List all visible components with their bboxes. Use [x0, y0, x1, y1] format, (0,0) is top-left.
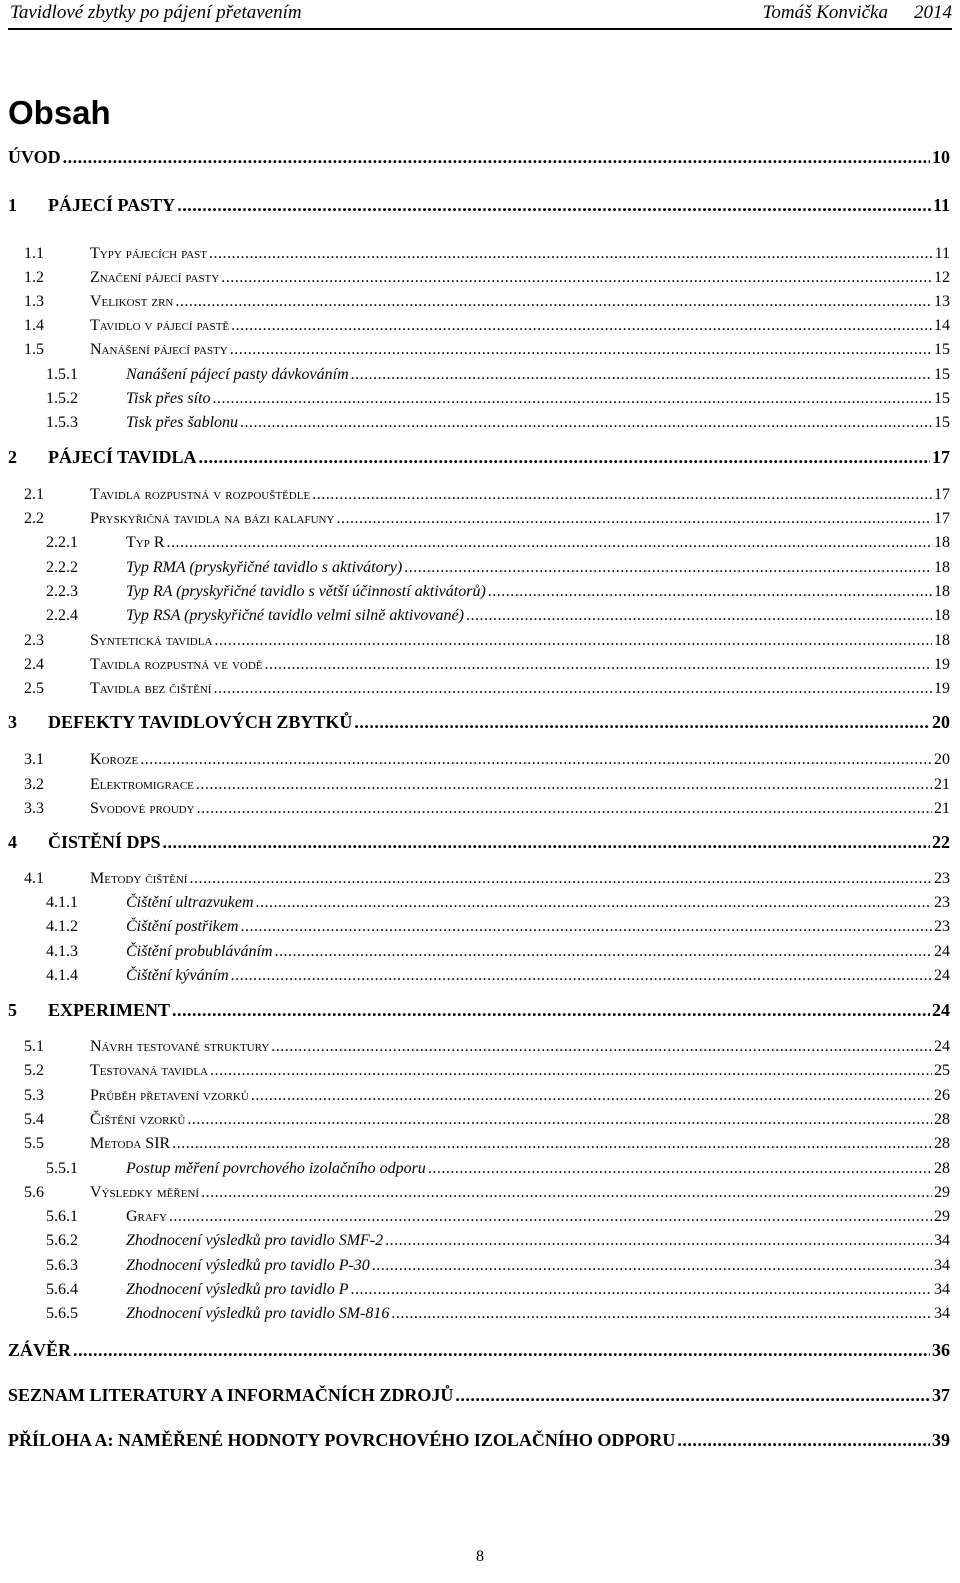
toc-entry-number: 2.2.3 [46, 583, 78, 600]
toc-entry-number: 3.1 [24, 751, 44, 768]
toc-entry-page: 23 [934, 918, 950, 935]
toc-entry[interactable] [8, 245, 950, 263]
toc-entry-label: Zhodnocení výsledků pro tavidlo P [126, 1281, 349, 1298]
toc-entry-page: 24 [934, 1038, 950, 1055]
toc-entry-number: 5.6 [24, 1184, 44, 1201]
toc-entry-label: Tisk přes šablonu [126, 414, 239, 431]
toc-entry-number: 1.5.2 [46, 390, 78, 407]
toc-entry[interactable] [8, 680, 950, 698]
toc-entry-label: Tavidlo v pájecí pastě [90, 317, 230, 334]
running-header [8, 0, 952, 30]
toc-entry-number: 5.2 [24, 1062, 44, 1079]
toc-leader-dots [275, 943, 932, 961]
toc-leader-dots [271, 1038, 932, 1056]
toc-entry-page: 23 [934, 870, 950, 887]
toc-entry-label: Typ RA (pryskyřičné tavidlo s větší účinností aktivátorů) [126, 583, 486, 600]
toc-entry-label: EXPERIMENT [48, 1000, 171, 1020]
toc-leader-dots [140, 751, 932, 769]
toc-entry[interactable] [8, 800, 950, 818]
toc-entry[interactable] [8, 1305, 950, 1323]
toc-leader-dots [488, 583, 932, 601]
toc-entry-label: Tavidla rozpustná v rozpouštědle [90, 486, 311, 503]
toc-entry-number: 5.6.2 [46, 1232, 78, 1249]
toc-entry-page: 18 [934, 583, 950, 600]
toc-entry-label: Svodové proudy [90, 800, 195, 817]
toc-entry[interactable] [8, 632, 950, 650]
toc-entry[interactable] [8, 967, 950, 985]
toc-entry-number: 3 [8, 712, 17, 732]
toc-entry-page: 34 [934, 1305, 950, 1322]
toc-entry-label: ČISTĚNÍ DPS [48, 832, 161, 852]
toc-entry-page: 26 [934, 1087, 950, 1104]
toc-entry-page: 13 [934, 293, 950, 310]
toc-entry-label: Výsledky měření [90, 1184, 200, 1201]
toc-entry-number: 2.2.2 [46, 559, 78, 576]
toc-entry-label: Návrh testované struktury [90, 1038, 270, 1055]
toc-entry[interactable] [8, 1281, 950, 1299]
toc-leader-dots [240, 918, 932, 936]
toc-entry[interactable] [8, 1184, 950, 1202]
toc-entry[interactable] [8, 607, 950, 625]
toc-entry-number: 1.1 [24, 245, 44, 262]
toc-entry-label: Čištění probubláváním [126, 943, 273, 960]
toc-entry-number: 5.6.3 [46, 1257, 78, 1274]
toc-entry-page: 18 [934, 632, 950, 649]
toc-entry-number: 1.3 [24, 293, 44, 310]
toc-entry-number: 1.4 [24, 317, 44, 334]
toc-entry-number: 5 [8, 1000, 17, 1020]
toc-leader-dots [172, 1135, 932, 1153]
toc-leader-dots [197, 800, 932, 818]
toc-entry-number: 2.1 [24, 486, 44, 503]
toc-entry-page: 11 [934, 245, 950, 262]
toc-entry[interactable] [8, 1160, 950, 1178]
toc-entry-label: Čištění vzorků [90, 1111, 186, 1128]
toc-entry-page: 21 [934, 776, 950, 793]
toc-entry-label: ZÁVĚR [8, 1340, 72, 1360]
header-year: 2014 [914, 2, 952, 23]
toc-entry-label: PŘÍLOHA A: NAMĚŘENÉ HODNOTY POVRCHOVÉHO IZOLAČNÍHO ODPORU [8, 1430, 676, 1450]
toc-entry-page: 15 [934, 366, 950, 383]
toc-entry-page: 22 [932, 832, 950, 852]
toc-entry-page: 18 [934, 607, 950, 624]
toc-leader-dots [201, 1184, 932, 1202]
toc-entry-number: 5.4 [24, 1111, 44, 1128]
toc-entry-page: 24 [934, 943, 950, 960]
toc-entry-number: 4.1.1 [46, 894, 78, 911]
toc-entry-page: 34 [934, 1232, 950, 1249]
toc-entry[interactable] [8, 776, 950, 794]
toc-leader-dots [177, 195, 931, 216]
page-number: 8 [476, 1548, 484, 1565]
toc-entry-number: 2.2 [24, 510, 44, 527]
toc-entry-page: 11 [932, 195, 950, 215]
toc-leader-dots [189, 870, 932, 888]
toc-leader-dots [385, 1232, 932, 1250]
toc-entry-label: Metody čištění [90, 870, 188, 887]
toc-entry-page: 29 [934, 1184, 950, 1201]
toc-leader-dots [428, 1160, 932, 1178]
toc-entry-number: 5.1 [24, 1038, 44, 1055]
toc-entry[interactable] [8, 1062, 950, 1080]
toc-entry-page: 19 [934, 680, 950, 697]
toc-entry[interactable] [8, 1430, 950, 1451]
toc-entry-number: 4.1.2 [46, 918, 78, 935]
toc-entry-page: 17 [934, 486, 950, 503]
toc-entry-page: 14 [934, 317, 950, 334]
toc-entry-label: Značení pájecí pasty [90, 269, 220, 286]
toc-entry-page: 17 [932, 447, 950, 467]
toc-entry[interactable] [8, 1208, 950, 1226]
toc-entry[interactable] [8, 751, 950, 769]
toc-entry-page: 17 [934, 510, 950, 527]
toc-entry-label: Velikost zrn [90, 293, 174, 310]
toc-entry-number: 1.5.3 [46, 414, 78, 431]
toc-entry-page: 12 [934, 269, 950, 286]
toc-entry-number: 1.2 [24, 269, 44, 286]
toc-leader-dots [73, 1340, 930, 1361]
toc-leader-dots [187, 1111, 932, 1129]
toc-entry-number: 1 [8, 195, 17, 215]
toc-leader-dots [214, 632, 932, 650]
toc-entry-page: 15 [934, 341, 950, 358]
toc-entry[interactable] [8, 390, 950, 408]
toc-entry[interactable] [8, 894, 950, 912]
toc-entry-page: 34 [934, 1281, 950, 1298]
toc-entry-label: ÚVOD [8, 147, 61, 167]
toc-entry-page: 28 [934, 1111, 950, 1128]
toc-entry-label: Zhodnocení výsledků pro tavidlo SMF-2 [126, 1232, 384, 1249]
toc-entry[interactable] [8, 195, 950, 216]
toc-entry[interactable] [8, 943, 950, 961]
toc-leader-dots [391, 1305, 932, 1323]
toc-entry-page: 36 [932, 1340, 950, 1360]
toc-entry[interactable] [8, 293, 950, 311]
toc-entry-label: Průběh přetavení vzorků [90, 1087, 249, 1104]
toc-entry-page: 39 [932, 1430, 950, 1450]
toc-entry[interactable] [8, 583, 950, 601]
toc-entry-number: 2 [8, 447, 17, 467]
toc-entry-label: Typ RMA (pryskyřičné tavidlo s aktivátory) [126, 559, 403, 576]
toc-entry-label: Nanášení pájecí pasty [90, 341, 228, 358]
toc-leader-dots [231, 317, 932, 335]
toc-entry[interactable] [8, 1385, 950, 1406]
toc-entry-label: Tavidla rozpustná ve vodě [90, 656, 263, 673]
toc-entry-number: 3.2 [24, 776, 44, 793]
toc-entry-label: Čištění ultrazvukem [126, 894, 254, 911]
toc-entry-number: 5.6.5 [46, 1305, 78, 1322]
toc-entry-page: 21 [934, 800, 950, 817]
toc-leader-dots [256, 894, 932, 912]
toc-entry[interactable] [8, 1087, 950, 1105]
toc-entry[interactable] [8, 559, 950, 577]
toc-entry[interactable] [8, 414, 950, 432]
toc-entry-label: Zhodnocení výsledků pro tavidlo SM-816 [126, 1305, 390, 1322]
toc-leader-dots [175, 293, 932, 311]
toc-entry-page: 29 [934, 1208, 950, 1225]
toc-leader-dots [265, 656, 932, 674]
toc-leader-dots [404, 559, 932, 577]
toc-entry-page: 20 [934, 751, 950, 768]
toc-entry[interactable] [8, 366, 950, 384]
toc-leader-dots [196, 776, 932, 794]
toc-leader-dots [677, 1430, 930, 1451]
toc-leader-dots [372, 1257, 932, 1275]
toc-entry-label: PÁJECÍ TAVIDLA [48, 447, 197, 467]
toc-entry-number: 4.1.3 [46, 943, 78, 960]
toc-entry[interactable] [8, 147, 950, 168]
toc-entry-page: 28 [934, 1135, 950, 1152]
toc-entry[interactable] [8, 1000, 950, 1021]
toc-leader-dots [210, 1062, 932, 1080]
toc-leader-dots [212, 390, 932, 408]
toc-entry-label: Koroze [90, 751, 139, 768]
toc-leader-dots [251, 1087, 932, 1105]
toc-entry-page: 23 [934, 894, 950, 911]
toc-leader-dots [163, 832, 930, 853]
toc-entry-page: 15 [934, 414, 950, 431]
toc-entry-number: 1.5 [24, 341, 44, 358]
toc-entry[interactable] [8, 656, 950, 674]
toc-entry-number: 5.3 [24, 1087, 44, 1104]
toc-leader-dots [199, 447, 930, 468]
header-author: Tomáš Konvička [762, 2, 888, 23]
toc-entry-number: 2.5 [24, 680, 44, 697]
toc-entry-label: Elektromigrace [90, 776, 194, 793]
toc-leader-dots [172, 1000, 930, 1021]
toc-leader-dots [312, 486, 932, 504]
toc-entry-label: Grafy [126, 1208, 167, 1225]
toc-entry[interactable] [8, 712, 950, 733]
toc-entry[interactable] [8, 269, 950, 287]
toc-entry-label: Pryskyřičná tavidla na bázi kalafuny [90, 510, 335, 527]
toc-entry-label: Zhodnocení výsledků pro tavidlo P-30 [126, 1257, 370, 1274]
toc-leader-dots [351, 366, 932, 384]
toc-entry[interactable] [8, 1135, 950, 1153]
toc-entry-label: Typy pájecích past [90, 245, 208, 262]
toc-entry-label: Čištění kýváním [126, 967, 229, 984]
toc-leader-dots [63, 147, 930, 168]
toc-entry-label: Metoda SIR [90, 1135, 171, 1152]
toc-entry-page: 15 [934, 390, 950, 407]
toc-entry-page: 18 [934, 559, 950, 576]
toc-entry-number: 5.6.1 [46, 1208, 78, 1225]
toc-entry[interactable] [8, 486, 950, 504]
toc-entry-number: 2.2.4 [46, 607, 78, 624]
toc-entry-page: 19 [934, 656, 950, 673]
header-right [737, 2, 952, 24]
toc-leader-dots [230, 341, 932, 359]
toc-entry-number: 2.4 [24, 656, 44, 673]
toc-entry-number: 1.5.1 [46, 366, 78, 383]
toc-leader-dots [240, 414, 932, 432]
toc-entry-page: 18 [934, 534, 950, 551]
toc-entry[interactable] [8, 870, 950, 888]
toc-entry-label: Typ RSA (pryskyřičné tavidlo velmi silně aktivované) [126, 607, 464, 624]
toc-entry-label: Nanášení pájecí pasty dávkováním [126, 366, 349, 383]
toc-entry[interactable] [8, 317, 950, 335]
toc-entry-label: Postup měření povrchového izolačního odporu [126, 1160, 426, 1177]
toc-entry-label: Testovaná tavidla [90, 1062, 209, 1079]
toc-entry-number: 5.5.1 [46, 1160, 78, 1177]
toc-entry-number: 3.3 [24, 800, 44, 817]
toc-entry-label: Typ R [126, 534, 165, 551]
toc-leader-dots [466, 607, 932, 625]
toc-entry[interactable] [8, 534, 950, 552]
toc-leader-dots [354, 712, 930, 733]
toc-entry-page: 10 [932, 147, 950, 167]
toc-entry-number: 5.6.4 [46, 1281, 78, 1298]
toc-entry-label: Čištění postřikem [126, 918, 239, 935]
toc-entry-label: Tisk přes síto [126, 390, 211, 407]
toc-entry-number: 4.1 [24, 870, 44, 887]
toc-entry-number: 2.2.1 [46, 534, 78, 551]
toc-entry[interactable] [8, 1232, 950, 1250]
toc-entry-label: Syntetická tavidla [90, 632, 213, 649]
toc-entry-page: 24 [932, 1000, 950, 1020]
toc-entry[interactable] [8, 1111, 950, 1129]
toc-entry-page: 28 [934, 1160, 950, 1177]
toc-entry[interactable] [8, 510, 950, 528]
header-title: Tavidlové zbytky po pájení přetavením [10, 2, 302, 23]
toc-entry-page: 37 [932, 1385, 950, 1405]
toc-leader-dots [209, 245, 933, 263]
toc-entry[interactable] [8, 1257, 950, 1275]
toc-leader-dots [167, 534, 932, 552]
toc-leader-dots [221, 269, 932, 287]
toc-entry-number: 4.1.4 [46, 967, 78, 984]
toc-leader-dots [169, 1208, 932, 1226]
toc-leader-dots [231, 967, 932, 985]
toc-entry-number: 2.3 [24, 632, 44, 649]
toc-entry-label: Tavidla bez čištění [90, 680, 212, 697]
page-title: Obsah [8, 94, 111, 131]
toc-entry[interactable] [8, 447, 950, 468]
toc-entry-number: 5.5 [24, 1135, 44, 1152]
toc-leader-dots [213, 680, 932, 698]
toc-entry[interactable] [8, 341, 950, 359]
toc-entry-number: 4 [8, 832, 17, 852]
toc-entry[interactable] [8, 918, 950, 936]
toc-entry-label: PÁJECÍ PASTY [48, 195, 176, 215]
toc-entry-page: 25 [934, 1062, 950, 1079]
toc-leader-dots [455, 1385, 930, 1406]
toc-entry[interactable] [8, 1340, 950, 1361]
toc-entry-label: DEFEKTY TAVIDLOVÝCH ZBYTKŮ [48, 712, 353, 732]
toc-leader-dots [350, 1281, 932, 1299]
toc-entry-page: 24 [934, 967, 950, 984]
toc-entry-label: SEZNAM LITERATURY A INFORMAČNÍCH ZDROJŮ [8, 1385, 454, 1405]
toc-entry[interactable] [8, 1038, 950, 1056]
toc-entry-page: 20 [932, 712, 950, 732]
toc-entry-page: 34 [934, 1257, 950, 1274]
toc-entry[interactable] [8, 832, 950, 853]
toc-leader-dots [336, 510, 932, 528]
